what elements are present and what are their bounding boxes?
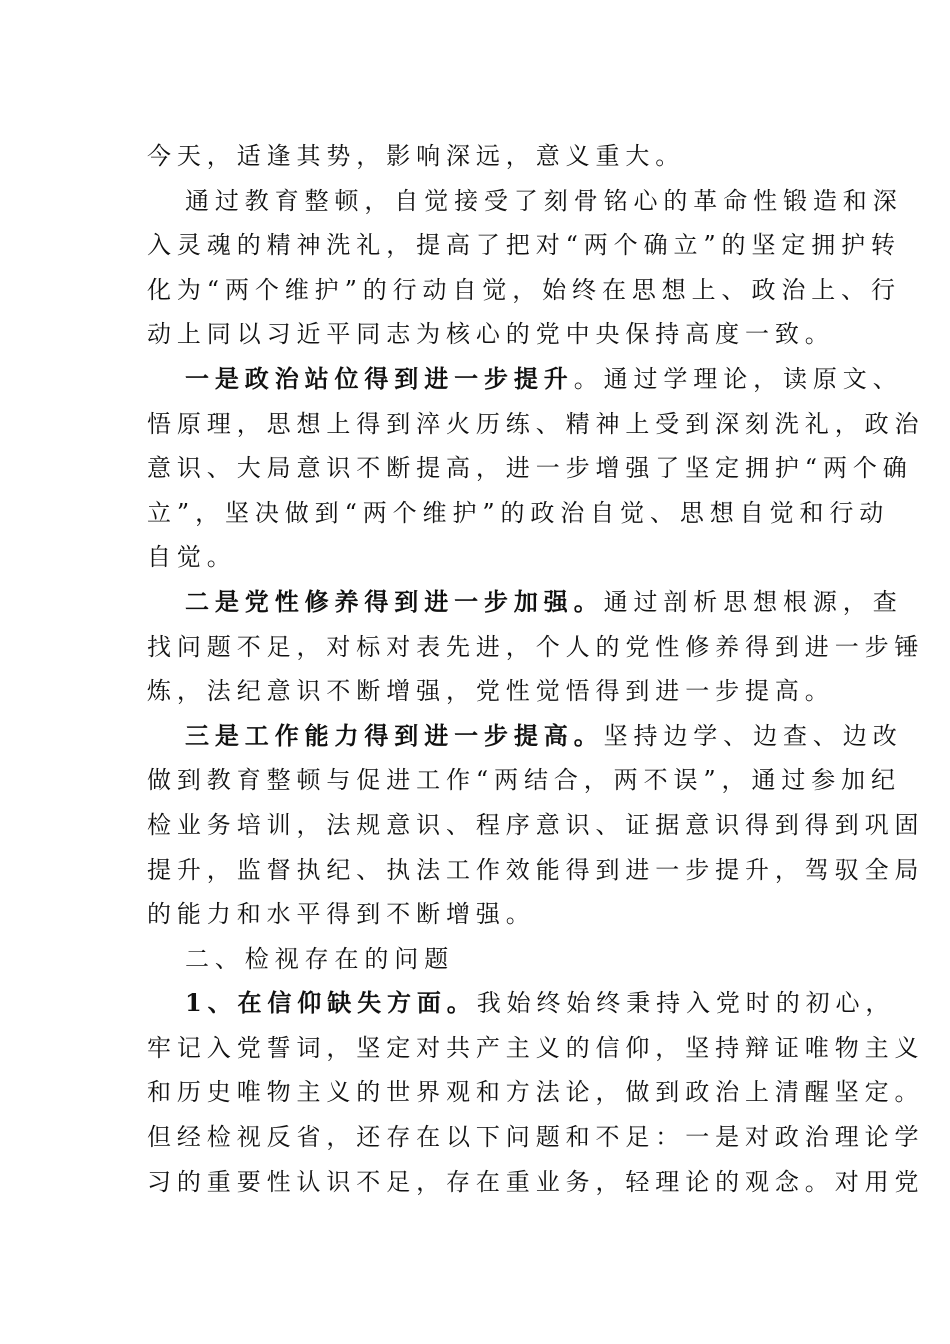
line-text: 我始终始终秉持入党时的初心， [476,989,896,1018]
text-line [147,359,903,404]
text-line [147,716,903,761]
line-text: 但经检视反省，还存在以下问题和不足：一是对政治理论学 [147,1123,925,1152]
bold-heading: 1、在信仰缺失方面。 [185,988,477,1018]
line-text: 悟原理，思想上得到淬火历练、精神上受到深刻洗礼，政治 [147,409,925,438]
text-line [147,493,890,538]
text-line [147,404,925,449]
text-line [147,805,925,850]
text-line [147,983,896,1028]
text-line [147,894,809,939]
text-line [147,270,901,315]
line-text: 的能力和水平得到不断增强。 [147,900,536,929]
text-line [147,1162,925,1207]
text-line [147,181,903,226]
text-line [147,760,901,805]
line-text: 今天，适逢其势，影响深远，意义重大。 [147,142,686,170]
line-text: 习的重要性认识不足，存在重业务，轻理论的观念。对用党 [147,1167,925,1196]
line-text: 二、检视存在的问题 [185,944,455,973]
bold-heading: 二是党性修养得到进一步加强。 [185,586,604,616]
line-text: 通过教育整顿，自觉接受了刻骨铭心的革命性锻造和深 [185,186,903,215]
line-text: 意识、大局意识不断提高，进一步增强了坚定拥护“两个确 [147,454,913,483]
line-text: 检业务培训，法规意识、程序意识、证据意识得到得到巩固 [147,810,925,839]
text-line [147,537,809,582]
line-text: 自觉。 [147,543,237,572]
document-body [147,136,925,1206]
text-line [147,627,925,672]
bold-heading: 三是工作能力得到进一步提高。 [185,720,604,750]
line-text: 立”，坚决做到“两个维护”的政治自觉、思想自觉和行动 [147,498,890,527]
line-text: 和历史唯物主义的世界观和方法论，做到政治上清醒坚定。 [147,1078,925,1107]
text-line [147,671,835,716]
line-text: 牢记入党誓词，坚定对共产主义的信仰，坚持辩证唯物主义 [147,1033,925,1062]
line-text: 坚持边学、边查、边改 [603,721,903,750]
line-text: 炼，法纪意识不断增强，党性觉悟得到进一步提高。 [147,677,835,706]
text-line [147,1072,925,1117]
line-text: 提升，监督执纪、执法工作效能得到进一步提升，驾驭全局 [147,855,925,884]
bold-heading: 一是政治站位得到进一步提升 [185,363,574,393]
line-text: 。通过学理论，读原文、 [573,364,903,393]
text-line [147,582,903,627]
line-text: 动上同以习近平同志为核心的党中央保持高度一致。 [147,320,835,349]
text-line [147,850,925,895]
text-line [147,225,901,270]
line-text: 做到教育整顿与促进工作“两结合，两不误”，通过参加纪 [147,766,901,795]
line-text: 通过剖析思想根源，查 [603,587,903,616]
text-line [147,1028,925,1073]
text-line [147,939,809,984]
line-text: 找问题不足，对标对表先进，个人的党性修养得到进一步锤 [147,632,925,661]
text-line [147,314,835,359]
text-line [147,1117,925,1162]
line-text: 化为“两个维护”的行动自觉，始终在思想上、政治上、行 [147,275,901,304]
text-line [147,136,809,181]
line-text: 入灵魂的精神洗礼，提高了把对“两个确立”的坚定拥护转 [147,231,901,260]
text-line [147,448,913,493]
